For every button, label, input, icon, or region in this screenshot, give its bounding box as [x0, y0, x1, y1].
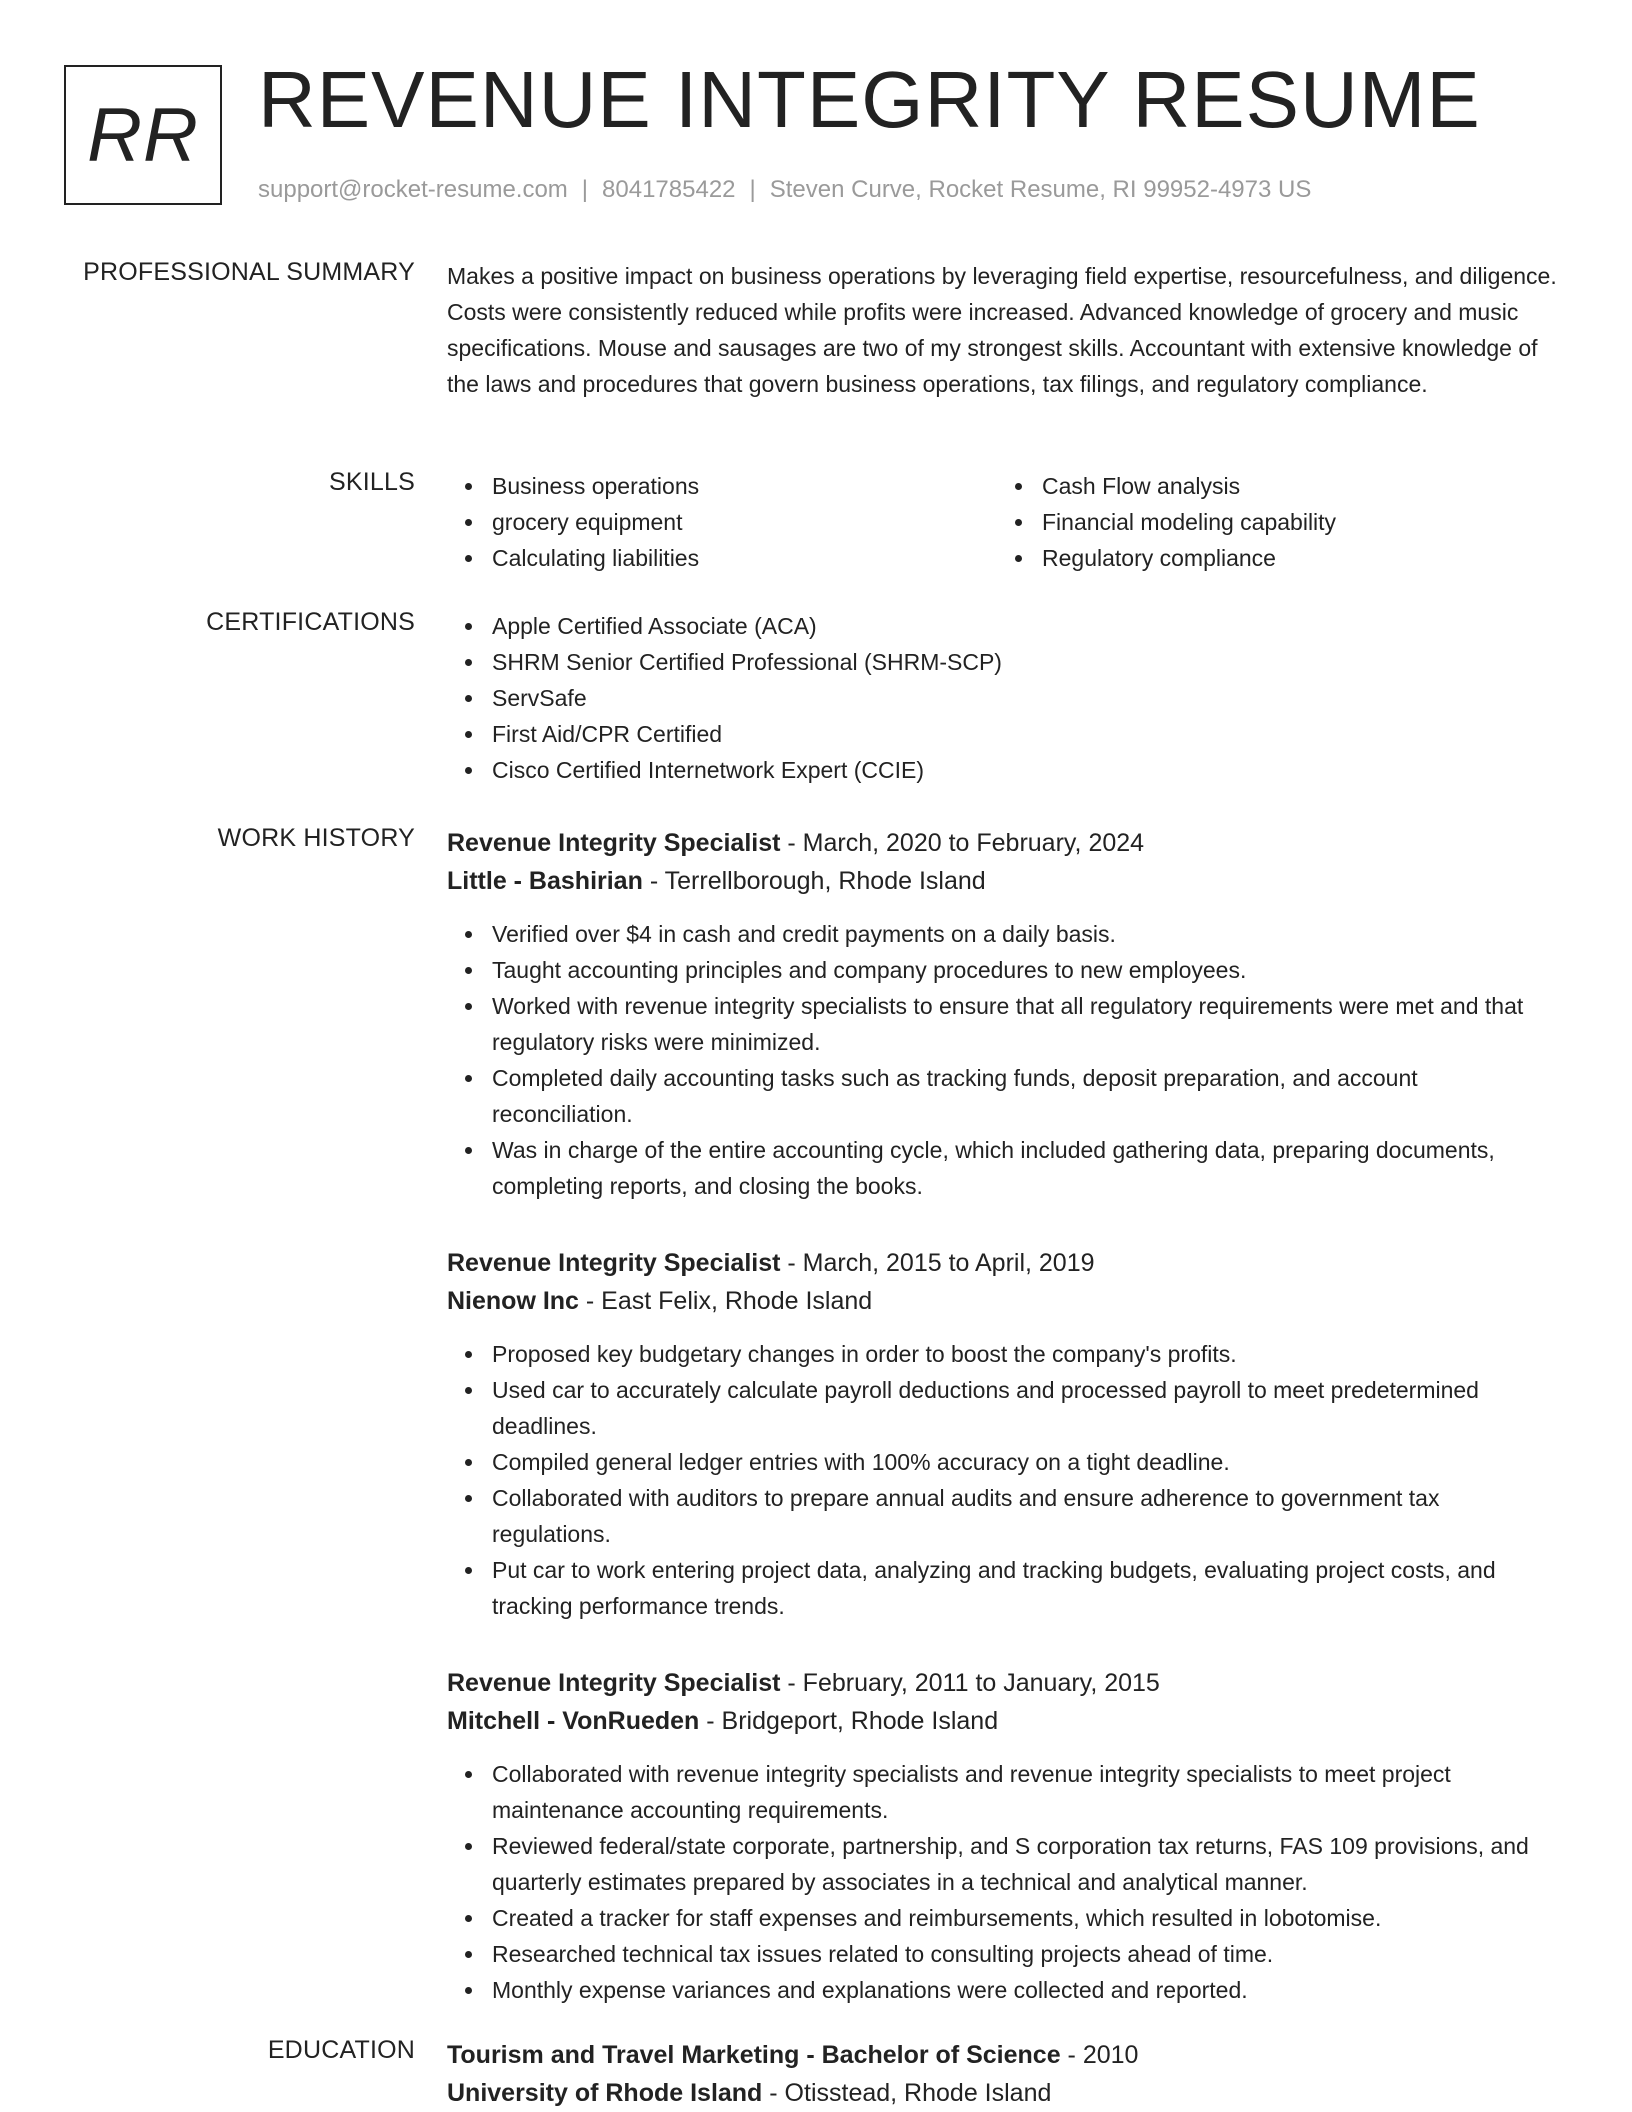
job-entry: [447, 824, 1562, 1204]
job-company-line: [447, 862, 1562, 900]
job-bullet: Compiled general ledger entries with 100% accuracy on a tight deadline.: [447, 1444, 1562, 1480]
skill-item: Calculating liabilities: [447, 540, 997, 576]
skills-list-left: [447, 468, 997, 576]
job-bullet: Reviewed federal/state corporate, partnership, and S corporation tax returns, FAS 109 provisions, and quarterly estimates prepared by associates in a technical and analytical manner.: [447, 1828, 1562, 1900]
work-history-heading: WORK HISTORY: [217, 824, 415, 852]
job-company: Little - Bashirian: [447, 867, 643, 895]
job-title: Revenue Integrity Specialist: [447, 1249, 781, 1277]
job-bullets: [447, 1336, 1562, 1624]
contact-separator: |: [581, 176, 589, 203]
job-company-line: [447, 1702, 1562, 1740]
job-bullet: Proposed key budgetary changes in order to boost the company's profits.: [447, 1336, 1562, 1372]
certification-item: ServSafe: [447, 680, 1562, 716]
summary-text: Makes a positive impact on business operations by leveraging field expertise, resourcefulness, and diligence. Costs were consistently reduced while profits were increased. Advanced knowledge of grocery and music specifications. Mouse and sausages are two of my strongest skills. Accountant with extensive knowledge of the laws and procedures that govern business operations, tax filings, and regulatory compliance.: [447, 263, 1557, 397]
job-entry: [447, 1244, 1562, 1624]
school: University of Rhode Island: [447, 2079, 763, 2107]
school-line: [447, 2074, 1562, 2112]
resume-title: REVENUE INTEGRITY RESUME: [258, 55, 1481, 144]
contact-email[interactable]: support@rocket-resume.com: [258, 176, 568, 203]
skill-item: Business operations: [447, 468, 997, 504]
certification-item: First Aid/CPR Certified: [447, 716, 1562, 752]
job-dates: - March, 2015 to April, 2019: [780, 1249, 1095, 1277]
job-bullet: Created a tracker for staff expenses and reimbursements, which resulted in lobotomise.: [447, 1900, 1562, 1936]
contact-phone[interactable]: 8041785422: [602, 176, 736, 203]
skill-item: Regulatory compliance: [997, 540, 1547, 576]
job-bullet: Taught accounting principles and company procedures to new employees.: [447, 952, 1562, 988]
contact-address: Steven Curve, Rocket Resume, RI 99952-4973 US: [769, 176, 1312, 203]
job-bullet: Verified over $4 in cash and credit payments on a daily basis.: [447, 916, 1562, 952]
skill-item: Financial modeling capability: [997, 504, 1547, 540]
monogram-logo: RR: [64, 65, 222, 205]
job-title-line: [447, 1244, 1562, 1282]
job-bullet: Used car to accurately calculate payroll deductions and processed payroll to meet predetermined deadlines.: [447, 1372, 1562, 1444]
job-bullets: [447, 916, 1562, 1204]
job-title-line: [447, 824, 1562, 862]
job-location: - Terrellborough, Rhode Island: [642, 867, 986, 895]
contact-separator: |: [749, 176, 756, 203]
graduation-year: - 2010: [1060, 2041, 1139, 2069]
job-bullet: Monthly expense variances and explanations were collected and reported.: [447, 1972, 1562, 2008]
job-dates: - March, 2020 to February, 2024: [780, 829, 1145, 857]
education-heading: EDUCATION: [267, 2036, 415, 2064]
job-bullet: Put car to work entering project data, analyzing and tracking budgets, evaluating project costs, and tracking performance trends.: [447, 1552, 1562, 1624]
job-entry: [447, 1664, 1562, 2008]
degree: Tourism and Travel Marketing - Bachelor of Science: [447, 2041, 1061, 2069]
job-bullet: Was in charge of the entire accounting cycle, which included gathering data, preparing documents, completing reports, and closing the books.: [447, 1132, 1562, 1204]
skill-item: grocery equipment: [447, 504, 997, 540]
job-bullet: Collaborated with revenue integrity specialists and revenue integrity specialists to meet project maintenance accounting requirements.: [447, 1756, 1562, 1828]
school-location: - Otisstead, Rhode Island: [762, 2079, 1052, 2107]
job-company-line: [447, 1282, 1562, 1320]
job-title: Revenue Integrity Specialist: [447, 1669, 781, 1697]
certifications-list: [447, 608, 1562, 788]
job-company: Nienow Inc: [447, 1287, 579, 1315]
skills-heading: SKILLS: [329, 468, 415, 496]
certification-item: Apple Certified Associate (ACA): [447, 608, 1562, 644]
certification-item: SHRM Senior Certified Professional (SHRM-SCP): [447, 644, 1562, 680]
job-location: - Bridgeport, Rhode Island: [699, 1707, 999, 1735]
job-bullet: Worked with revenue integrity specialists to ensure that all regulatory requirements were met and that regulatory risks were minimized.: [447, 988, 1562, 1060]
contact-line: [258, 176, 1311, 204]
job-dates: - February, 2011 to January, 2015: [780, 1669, 1160, 1697]
summary-heading: PROFESSIONAL SUMMARY: [83, 258, 415, 286]
degree-line: [447, 2036, 1562, 2074]
job-bullet: Collaborated with auditors to prepare annual audits and ensure adherence to government tax regulations.: [447, 1480, 1562, 1552]
certification-item: Cisco Certified Internetwork Expert (CCIE): [447, 752, 1562, 788]
job-bullet: Researched technical tax issues related to consulting projects ahead of time.: [447, 1936, 1562, 1972]
job-title-line: [447, 1664, 1562, 1702]
job-location: - East Felix, Rhode Island: [578, 1287, 873, 1315]
skills-list-right: [997, 468, 1547, 576]
job-bullet: Completed daily accounting tasks such as tracking funds, deposit preparation, and account reconciliation.: [447, 1060, 1562, 1132]
certifications-heading: CERTIFICATIONS: [206, 608, 415, 636]
job-title: Revenue Integrity Specialist: [447, 829, 781, 857]
job-bullets: [447, 1756, 1562, 2008]
skill-item: Cash Flow analysis: [997, 468, 1547, 504]
job-company: Mitchell - VonRueden: [447, 1707, 700, 1735]
